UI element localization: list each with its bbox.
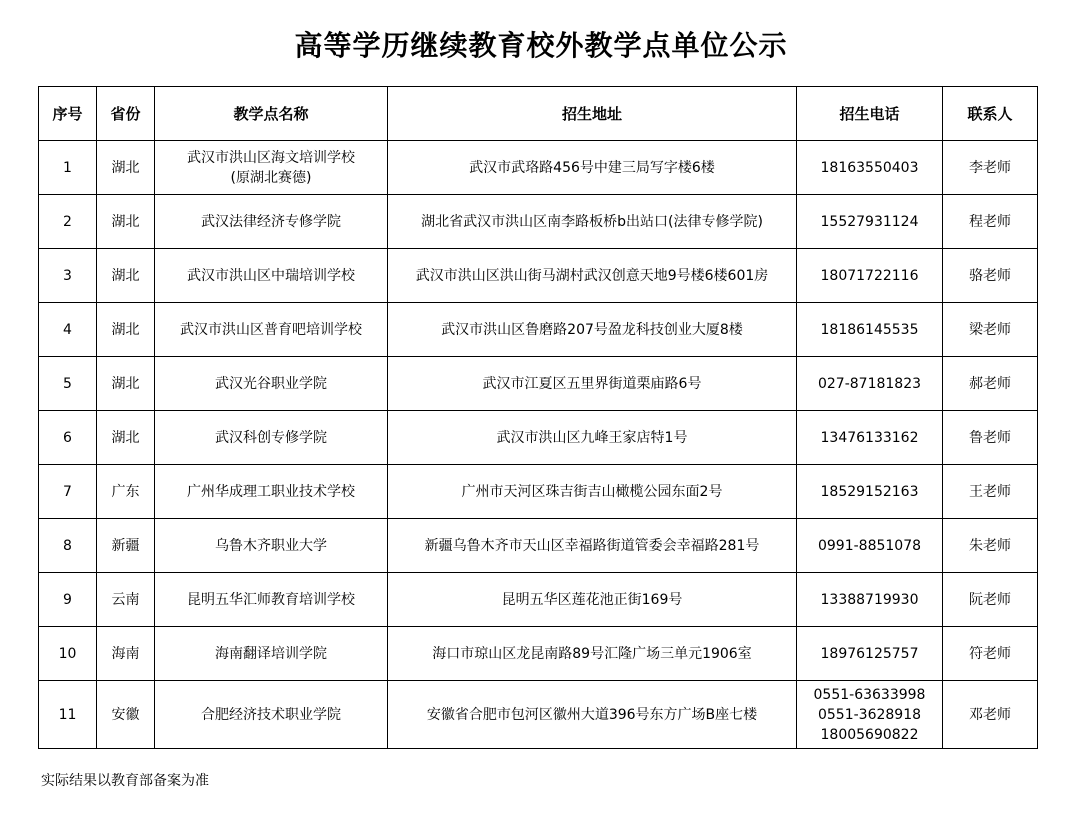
- row-contact-cell: 王老师: [943, 465, 1038, 519]
- row-school-name-cell: [155, 357, 388, 411]
- table-row: [39, 195, 1038, 249]
- row-index-cell: 6: [39, 411, 97, 465]
- school-name-line: 武汉光谷职业学院: [215, 375, 327, 392]
- phone-number: 18976125757: [820, 645, 919, 662]
- row-address-cell: 广州市天河区珠吉街吉山橄榄公园东面2号: [388, 465, 797, 519]
- phone-number: 0551-3628918: [817, 706, 922, 723]
- row-index-cell: 1: [39, 141, 97, 195]
- row-address-cell: 湖北省武汉市洪山区南李路板桥b出站口(法律专修学院): [388, 195, 797, 249]
- row-index-cell: 10: [39, 627, 97, 681]
- table-row: [39, 627, 1038, 681]
- school-name-line: 武汉科创专修学院: [215, 429, 327, 446]
- row-school-name-cell: [155, 411, 388, 465]
- phone-number: 18071722116: [820, 267, 919, 284]
- header-index: 序号: [39, 87, 97, 141]
- row-province-cell: 广东: [97, 465, 155, 519]
- table-row: [39, 573, 1038, 627]
- teaching-point-table: [38, 86, 1038, 749]
- school-name-line: 广州华成理工职业技术学校: [187, 483, 355, 500]
- footnote: 实际结果以教育部备案为准: [41, 773, 209, 789]
- row-index-cell: 2: [39, 195, 97, 249]
- row-province-cell: 云南: [97, 573, 155, 627]
- table-header-row: [39, 87, 1038, 141]
- row-phone-cell: [797, 141, 943, 195]
- row-contact-cell: 阮老师: [943, 573, 1038, 627]
- row-contact-cell: 程老师: [943, 195, 1038, 249]
- row-address-cell: 武汉市洪山区九峰王家店特1号: [388, 411, 797, 465]
- row-address-cell: 武汉市洪山区洪山街马湖村武汉创意天地9号楼6楼601房: [388, 249, 797, 303]
- table-row: [39, 465, 1038, 519]
- table-row: [39, 249, 1038, 303]
- row-address-cell: 武汉市江夏区五里界街道栗庙路6号: [388, 357, 797, 411]
- row-school-name-cell: [155, 141, 388, 195]
- table-row: [39, 357, 1038, 411]
- row-address-cell: 武汉市洪山区鲁磨路207号盈龙科技创业大厦8楼: [388, 303, 797, 357]
- row-school-name-cell: [155, 465, 388, 519]
- phone-number: 18163550403: [820, 159, 919, 176]
- row-index-cell: 11: [39, 681, 97, 749]
- school-name-line: 乌鲁木齐职业大学: [215, 537, 327, 554]
- row-phone-cell: [797, 627, 943, 681]
- row-contact-cell: 李老师: [943, 141, 1038, 195]
- row-phone-cell: [797, 357, 943, 411]
- row-province-cell: 新疆: [97, 519, 155, 573]
- row-province-cell: 湖北: [97, 357, 155, 411]
- row-province-cell: 湖北: [97, 411, 155, 465]
- row-school-name-cell: [155, 681, 388, 749]
- school-name-line: 武汉市洪山区海文培训学校: [187, 149, 355, 166]
- school-name-line: 昆明五华汇师教育培训学校: [187, 591, 355, 608]
- phone-number: 027-87181823: [817, 375, 922, 392]
- phone-number: 18529152163: [820, 483, 919, 500]
- row-phone-cell: [797, 465, 943, 519]
- row-school-name-cell: [155, 249, 388, 303]
- table-row: [39, 681, 1038, 749]
- school-name-line: 武汉市洪山区中瑞培训学校: [187, 267, 355, 284]
- row-contact-cell: 符老师: [943, 627, 1038, 681]
- header-school-name: 教学点名称: [155, 87, 388, 141]
- header-contact: 联系人: [943, 87, 1038, 141]
- row-school-name-cell: [155, 519, 388, 573]
- school-name-line: (原湖北赛德): [230, 169, 312, 186]
- phone-number: 18005690822: [820, 726, 919, 743]
- row-province-cell: 湖北: [97, 141, 155, 195]
- row-contact-cell: 梁老师: [943, 303, 1038, 357]
- table-row: [39, 303, 1038, 357]
- row-province-cell: 安徽: [97, 681, 155, 749]
- phone-number: 15527931124: [820, 213, 919, 230]
- row-index-cell: 9: [39, 573, 97, 627]
- row-school-name-cell: [155, 195, 388, 249]
- row-address-cell: 昆明五华区莲花池正街169号: [388, 573, 797, 627]
- row-province-cell: 湖北: [97, 195, 155, 249]
- school-name-line: 海南翻译培训学院: [215, 645, 327, 662]
- school-name-line: 武汉市洪山区普育吧培训学校: [180, 321, 362, 338]
- table-body: [39, 141, 1038, 749]
- row-address-cell: 武汉市武珞路456号中建三局写字楼6楼: [388, 141, 797, 195]
- row-index-cell: 8: [39, 519, 97, 573]
- row-school-name-cell: [155, 627, 388, 681]
- phone-number: 18186145535: [820, 321, 919, 338]
- row-school-name-cell: [155, 573, 388, 627]
- row-index-cell: 4: [39, 303, 97, 357]
- row-province-cell: 湖北: [97, 249, 155, 303]
- header-phone: 招生电话: [797, 87, 943, 141]
- page-title: 高等学历继续教育校外教学点单位公示: [294, 29, 788, 62]
- row-index-cell: 7: [39, 465, 97, 519]
- row-phone-cell: [797, 519, 943, 573]
- row-phone-cell: [797, 195, 943, 249]
- table-row: [39, 411, 1038, 465]
- phone-number: 0551-63633998: [813, 686, 926, 703]
- row-province-cell: 海南: [97, 627, 155, 681]
- row-contact-cell: 郝老师: [943, 357, 1038, 411]
- row-contact-cell: 朱老师: [943, 519, 1038, 573]
- row-contact-cell: 骆老师: [943, 249, 1038, 303]
- header-address: 招生地址: [388, 87, 797, 141]
- row-phone-cell: [797, 303, 943, 357]
- row-index-cell: 3: [39, 249, 97, 303]
- row-index-cell: 5: [39, 357, 97, 411]
- row-address-cell: 新疆乌鲁木齐市天山区幸福路街道管委会幸福路281号: [388, 519, 797, 573]
- phone-number: 13476133162: [820, 429, 919, 446]
- row-address-cell: 安徽省合肥市包河区徽州大道396号东方广场B座七楼: [388, 681, 797, 749]
- row-contact-cell: 邓老师: [943, 681, 1038, 749]
- row-school-name-cell: [155, 303, 388, 357]
- phone-number: 0991-8851078: [817, 537, 922, 554]
- row-address-cell: 海口市琼山区龙昆南路89号汇隆广场三单元1906室: [388, 627, 797, 681]
- row-phone-cell: [797, 681, 943, 749]
- row-province-cell: 湖北: [97, 303, 155, 357]
- row-contact-cell: 鲁老师: [943, 411, 1038, 465]
- row-phone-cell: [797, 249, 943, 303]
- row-phone-cell: [797, 411, 943, 465]
- row-phone-cell: [797, 573, 943, 627]
- table-row: [39, 141, 1038, 195]
- school-name-line: 武汉法律经济专修学院: [201, 213, 341, 230]
- header-province: 省份: [97, 87, 155, 141]
- school-name-line: 合肥经济技术职业学院: [201, 706, 341, 723]
- phone-number: 13388719930: [820, 591, 919, 608]
- table-row: [39, 519, 1038, 573]
